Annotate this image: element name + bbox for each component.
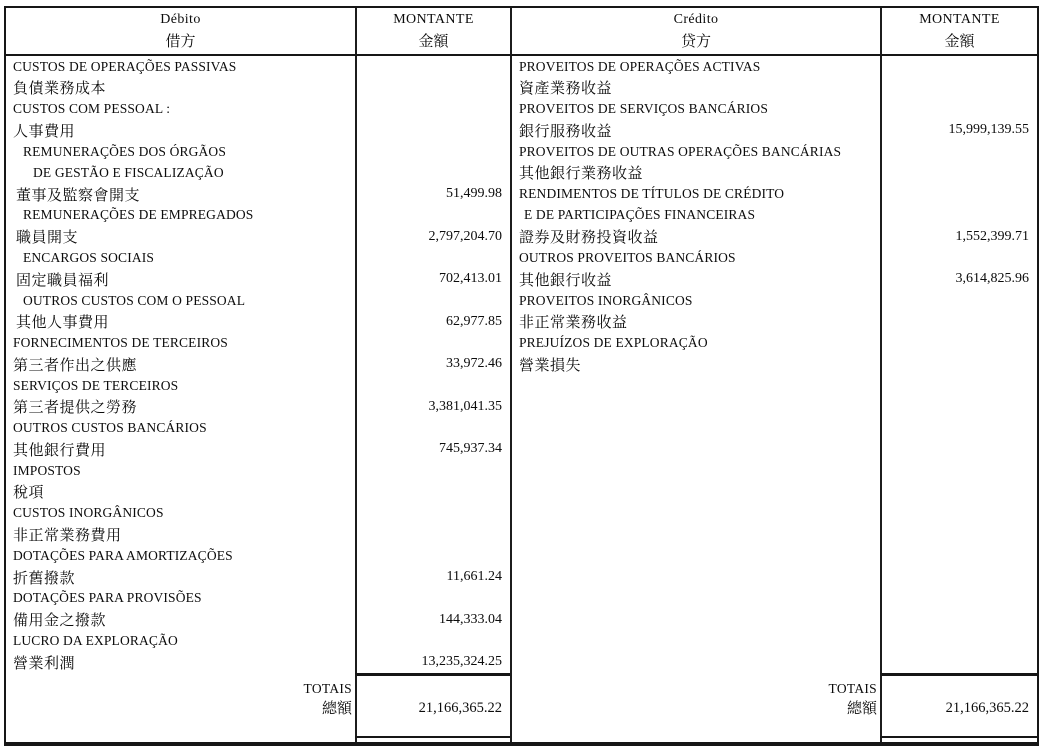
- totals-label-credit-zh: 總額: [846, 700, 877, 717]
- debit-label-cell: LUCRO DA EXPLORAÇÃO: [13, 632, 178, 648]
- credit-amount-cell: [880, 545, 1037, 566]
- header-debit: [6, 8, 355, 56]
- header-amount-left-zh: 金額: [418, 34, 449, 50]
- debit-amount-cell: [355, 162, 510, 183]
- debit-amount-cell: 13,235,324.25: [355, 651, 510, 672]
- debit-amount-cell: [355, 141, 510, 162]
- debit-amount-cell: 144,333.04: [355, 609, 510, 630]
- credit-label-cell: [510, 396, 880, 417]
- debit-amount-cell: 11,661.24: [355, 566, 510, 587]
- debit-label-cell: FORNECIMENTOS DE TERCEIROS: [13, 335, 228, 351]
- credit-label-cell: E DE PARTICIPAÇÕES FINANCEIRAS: [510, 205, 880, 226]
- debit-label-cell: 營業利潤: [13, 655, 76, 672]
- debit-label-cell: 稅項: [13, 485, 45, 502]
- credit-label-cell: PROVEITOS DE OUTRAS OPERAÇÕES BANCÁRIAS: [510, 141, 880, 162]
- debit-label-cell: DOTAÇÕES PARA PROVISÕES: [13, 590, 202, 606]
- debit-label-cell: DE GESTÃO E FISCALIZAÇÃO: [33, 164, 224, 180]
- credit-label-cell: [510, 460, 880, 481]
- credit-label-cell: [510, 524, 880, 545]
- debit-amount-cell: 51,499.98: [355, 184, 510, 205]
- debit-amount-cell: [355, 481, 510, 502]
- debit-label-cell: CUSTOS DE OPERAÇÕES PASSIVAS: [13, 58, 237, 74]
- totals-label-credit: [510, 673, 880, 742]
- credit-label-cell: 其他銀行收益: [510, 269, 880, 290]
- debit-amount-cell: [355, 332, 510, 353]
- credit-amount-cell: 3,614,825.96: [880, 269, 1037, 290]
- credit-label-cell: [510, 609, 880, 630]
- header-credit-pt: Crédito: [673, 12, 719, 27]
- header-amount-left-pt: MONTANTE: [393, 12, 474, 27]
- totals-credit-amount: 21,166,365.22: [880, 673, 1037, 742]
- credit-amount-cell: [880, 290, 1037, 311]
- debit-label-cell: OUTROS CUSTOS COM O PESSOAL: [23, 292, 246, 308]
- totals-label-debit: [6, 673, 355, 742]
- debit-label-cell: IMPOSTOS: [13, 462, 81, 478]
- debit-label-cell: REMUNERAÇÕES DE EMPREGADOS: [23, 207, 254, 223]
- debit-amount-cell: [355, 99, 510, 120]
- credit-amount-cell: [880, 162, 1037, 183]
- credit-amount-cell: [880, 481, 1037, 502]
- credit-label-cell: OUTROS PROVEITOS BANCÁRIOS: [510, 247, 880, 268]
- credit-label-cell: PREJUÍZOS DE EXPLORAÇÃO: [510, 332, 880, 353]
- credit-label-cell: PROVEITOS DE OPERAÇÕES ACTIVAS: [510, 56, 880, 77]
- debit-amount-cell: [355, 77, 510, 98]
- credit-label-cell: [510, 439, 880, 460]
- credit-label-cell: PROVEITOS DE SERVIÇOS BANCÁRIOS: [510, 99, 880, 120]
- credit-amount-cell: [880, 205, 1037, 226]
- debit-label-cell: CUSTOS INORGÂNICOS: [13, 505, 164, 521]
- debit-label-cell: 備用金之撥款: [13, 613, 107, 630]
- credit-amount-cell: [880, 56, 1037, 77]
- debit-amount-cell: 33,972.46: [355, 354, 510, 375]
- header-credit-zh: 贷方: [680, 34, 711, 50]
- credit-amount-cell: [880, 375, 1037, 396]
- debit-amount-cell: 702,413.01: [355, 269, 510, 290]
- debit-amount-cell: [355, 290, 510, 311]
- credit-amount-cell: [880, 184, 1037, 205]
- credit-label-cell: 營業損失: [510, 354, 880, 375]
- credit-amount-cell: [880, 566, 1037, 587]
- credit-label-cell: [510, 588, 880, 609]
- debit-label-cell: 職員開支: [16, 230, 79, 247]
- debit-amount-cell: 3,381,041.35: [355, 396, 510, 417]
- debit-label-cell: 人事費用: [13, 123, 76, 140]
- credit-amount-cell: [880, 247, 1037, 268]
- debit-label-cell: ENCARGOS SOCIAIS: [23, 250, 155, 266]
- debit-label-cell: 非正常業務費用: [13, 527, 122, 544]
- debit-label-cell: REMUNERAÇÕES DOS ÓRGÃOS: [23, 143, 226, 159]
- credit-amount-cell: [880, 630, 1037, 651]
- header-amount-right-zh: 金額: [944, 34, 975, 50]
- credit-amount-cell: [880, 354, 1037, 375]
- debit-label-cell: 折舊撥款: [13, 570, 76, 587]
- credit-label-cell: [510, 545, 880, 566]
- credit-amount-cell: [880, 311, 1037, 332]
- credit-amount-cell: [880, 396, 1037, 417]
- credit-amount-cell: [880, 332, 1037, 353]
- credit-label-cell: [510, 566, 880, 587]
- credit-amount-cell: 1,552,399.71: [880, 226, 1037, 247]
- credit-label-cell: 其他銀行業務收益: [510, 162, 880, 183]
- credit-amount-cell: [880, 141, 1037, 162]
- credit-amount-cell: [880, 588, 1037, 609]
- credit-amount-cell: [880, 99, 1037, 120]
- profit-and-loss-table: [4, 6, 1039, 746]
- credit-label-cell: 資產業務收益: [510, 77, 880, 98]
- credit-label-cell: [510, 375, 880, 396]
- totals-debit-amount: 21,166,365.22: [355, 673, 510, 742]
- header-amount-right-pt: MONTANTE: [919, 12, 1000, 27]
- header-amount-left: [355, 8, 510, 56]
- credit-amount-cell: 15,999,139.55: [880, 120, 1037, 141]
- debit-amount-cell: [355, 418, 510, 439]
- totals-label-debit-zh: 總額: [321, 700, 352, 717]
- credit-label-cell: [510, 651, 880, 672]
- credit-amount-cell: [880, 439, 1037, 460]
- debit-label-cell: 董事及監察會開支: [16, 187, 141, 204]
- debit-amount-cell: [355, 545, 510, 566]
- totals-label-credit-pt: TOTAIS: [828, 680, 877, 696]
- debit-amount-cell: [355, 460, 510, 481]
- scanned-ledger-page: [4, 6, 1039, 746]
- credit-amount-cell: [880, 503, 1037, 524]
- debit-label-cell: 固定職員福利: [16, 272, 110, 289]
- credit-label-cell: [510, 503, 880, 524]
- debit-label-cell: 負債業務成本: [13, 81, 107, 98]
- debit-amount-cell: [355, 205, 510, 226]
- credit-amount-cell: [880, 651, 1037, 672]
- debit-label-cell: 第三者提供之勞務: [13, 400, 138, 417]
- debit-label-cell: 其他人事費用: [16, 315, 110, 332]
- debit-label-cell: CUSTOS COM PESSOAL :: [13, 101, 171, 117]
- debit-amount-cell: 745,937.34: [355, 439, 510, 460]
- credit-amount-cell: [880, 418, 1037, 439]
- debit-amount-cell: [355, 120, 510, 141]
- credit-amount-cell: [880, 460, 1037, 481]
- totals-label-debit-pt: TOTAIS: [303, 680, 352, 696]
- credit-label-cell: [510, 418, 880, 439]
- credit-label-cell: [510, 630, 880, 651]
- credit-amount-cell: [880, 77, 1037, 98]
- debit-amount-cell: [355, 503, 510, 524]
- debit-label-cell: 其他銀行費用: [13, 442, 107, 459]
- debit-label-cell: DOTAÇÕES PARA AMORTIZAÇÕES: [13, 547, 233, 563]
- debit-amount-cell: [355, 375, 510, 396]
- debit-label-cell: OUTROS CUSTOS BANCÁRIOS: [13, 420, 207, 436]
- debit-amount-cell: 62,977.85: [355, 311, 510, 332]
- debit-label-cell: 第三者作出之供應: [13, 357, 138, 374]
- debit-amount-cell: [355, 588, 510, 609]
- credit-amount-cell: [880, 524, 1037, 545]
- header-debit-pt: Débito: [160, 12, 201, 27]
- header-credit: [510, 8, 880, 56]
- credit-label-cell: 證券及財務投資收益: [510, 226, 880, 247]
- credit-label-cell: [510, 481, 880, 502]
- credit-amount-cell: [880, 609, 1037, 630]
- debit-amount-cell: 2,797,204.70: [355, 226, 510, 247]
- debit-amount-cell: [355, 56, 510, 77]
- header-amount-right: [880, 8, 1037, 56]
- header-debit-zh: 借方: [165, 34, 196, 50]
- credit-label-cell: PROVEITOS INORGÂNICOS: [510, 290, 880, 311]
- credit-label-cell: 銀行服務收益: [510, 120, 880, 141]
- debit-amount-cell: [355, 630, 510, 651]
- credit-label-cell: RENDIMENTOS DE TÍTULOS DE CRÉDITO: [510, 184, 880, 205]
- debit-amount-cell: [355, 247, 510, 268]
- debit-amount-cell: [355, 524, 510, 545]
- credit-label-cell: 非正常業務收益: [510, 311, 880, 332]
- debit-label-cell: SERVIÇOS DE TERCEIROS: [13, 377, 179, 393]
